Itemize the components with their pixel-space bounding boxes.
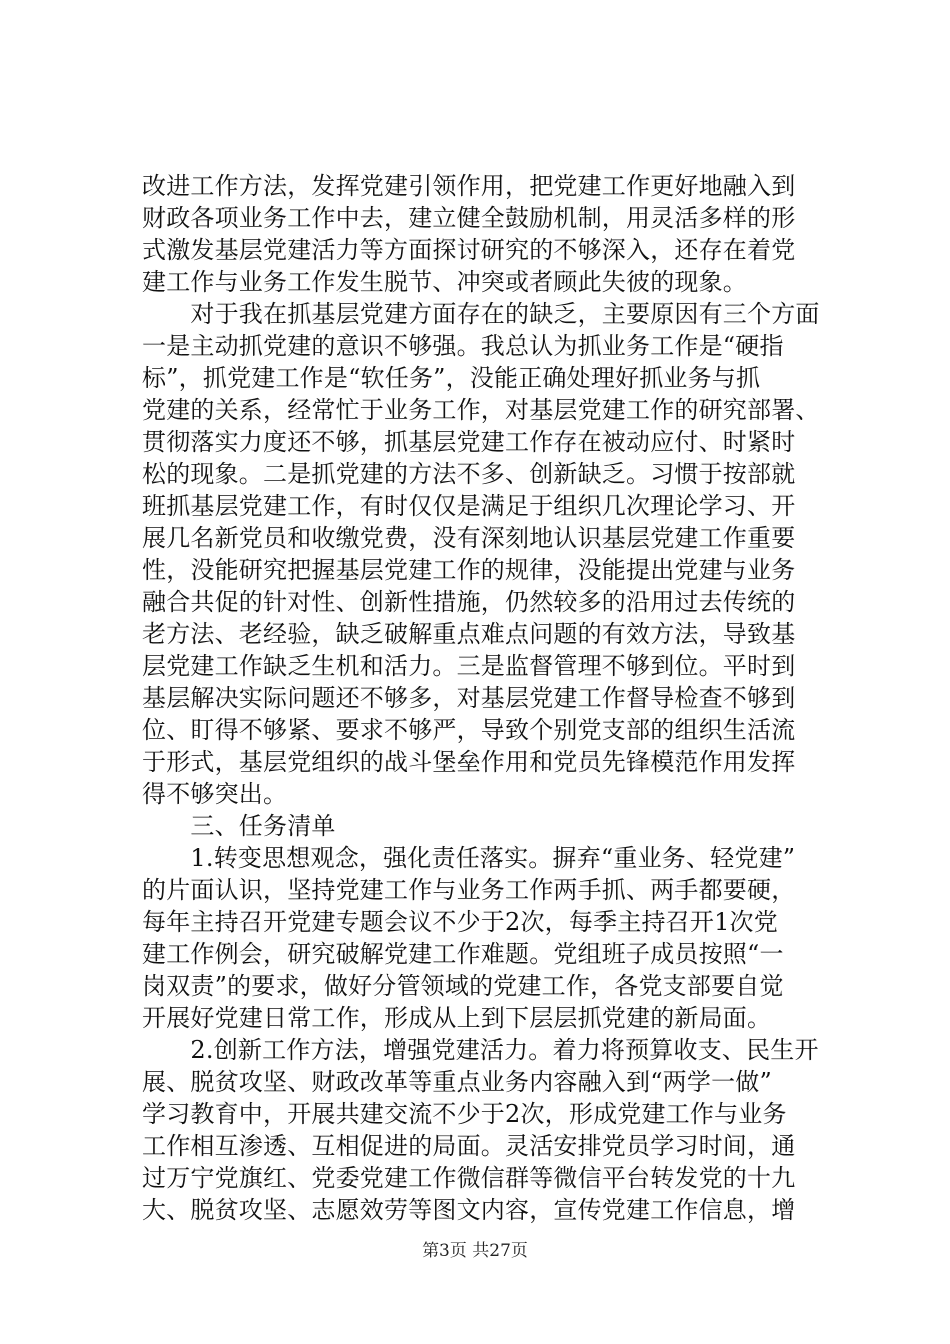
text-line: 于形式，基层党组织的战斗堡垒作用和党员先锋模范作用发挥 xyxy=(142,748,796,776)
text-line: 建工作例会，研究破解党建工作难题。党组班子成员按照“一 xyxy=(142,940,784,968)
text-line: 老方法、老经验，缺乏破解重点难点问题的有效方法，导致基 xyxy=(142,620,796,648)
text-line: 展、脱贫攻坚、财政改革等重点业务内容融入到“两学一做” xyxy=(142,1068,772,1096)
text-line: 财政各项业务工作中去，建立健全鼓励机制，用灵活多样的形 xyxy=(142,204,796,232)
text-line: 式激发基层党建活力等方面探讨研究的不够深入，还存在着党 xyxy=(142,236,796,264)
text-line: 贯彻落实力度还不够，抓基层党建工作存在被动应付、时紧时 xyxy=(142,428,796,456)
body-text xyxy=(142,170,820,1226)
section-heading: 三、任务清单 xyxy=(142,812,336,840)
page-number-footer: 第3页 共27页 xyxy=(422,1241,528,1261)
text-line: 展几名新党员和收缴党费，没有深刻地认识基层党建工作重要 xyxy=(142,524,796,552)
text-line: 开展好党建日常工作，形成从上到下层层抓党建的新局面。 xyxy=(142,1004,772,1032)
text-line: 得不够突出。 xyxy=(142,780,288,808)
text-line: 松的现象。二是抓党建的方法不多、创新缺乏。习惯于按部就 xyxy=(142,460,796,488)
text-line: 融合共促的针对性、创新性措施，仍然较多的沿用过去传统的 xyxy=(142,588,796,616)
text-line: 性，没能研究把握基层党建工作的规律，没能提出党建与业务 xyxy=(142,556,796,584)
text-line: 过万宁党旗红、党委党建工作微信群等微信平台转发党的十九 xyxy=(142,1164,796,1192)
text-line: 层党建工作缺乏生机和活力。三是监督管理不够到位。平时到 xyxy=(142,652,796,680)
text-line: 大、脱贫攻坚、志愿效劳等图文内容，宣传党建工作信息，增 xyxy=(142,1196,796,1224)
text-line: 学习教育中，开展共建交流不少于2次，形成党建工作与业务 xyxy=(142,1100,787,1128)
text-line: 的片面认识，坚持党建工作与业务工作两手抓、两手都要硬， xyxy=(142,876,796,904)
text-line: 党建的关系，经常忙于业务工作，对基层党建工作的研究部署、 xyxy=(142,396,820,424)
text-line: 改进工作方法，发挥党建引领作用，把党建工作更好地融入到 xyxy=(142,172,796,200)
text-line: 2.创新工作方法，增强党建活力。着力将预算收支、民生开 xyxy=(142,1036,819,1064)
text-line: 位、盯得不够紧、要求不够严，导致个别党支部的组织生活流 xyxy=(142,716,796,744)
text-line: 基层解决实际问题还不够多，对基层党建工作督导检查不够到 xyxy=(142,684,796,712)
text-line: 岗双责”的要求，做好分管领域的党建工作，各党支部要自觉 xyxy=(142,972,784,1000)
text-line: 工作相互渗透、互相促进的局面。灵活安排党员学习时间，通 xyxy=(142,1132,796,1160)
text-line: 每年主持召开党建专题会议不少于2次，每季主持召开1次党 xyxy=(142,908,778,936)
text-line: 对于我在抓基层党建方面存在的缺乏，主要原因有三个方面 xyxy=(142,300,820,328)
text-line: 班抓基层党建工作，有时仅仅是满足于组织几次理论学习、开 xyxy=(142,492,796,520)
text-line: 标”，抓党建工作是“软任务”，没能正确处理好抓业务与抓 xyxy=(142,364,761,392)
text-line: 建工作与业务工作发生脱节、冲突或者顾此失彼的现象。 xyxy=(142,268,747,296)
text-line: 1.转变思想观念，强化责任落实。摒弃“重业务、轻党建” xyxy=(142,844,796,872)
text-line: 一是主动抓党建的意识不够强。我总认为抓业务工作是“硬指 xyxy=(142,332,784,360)
